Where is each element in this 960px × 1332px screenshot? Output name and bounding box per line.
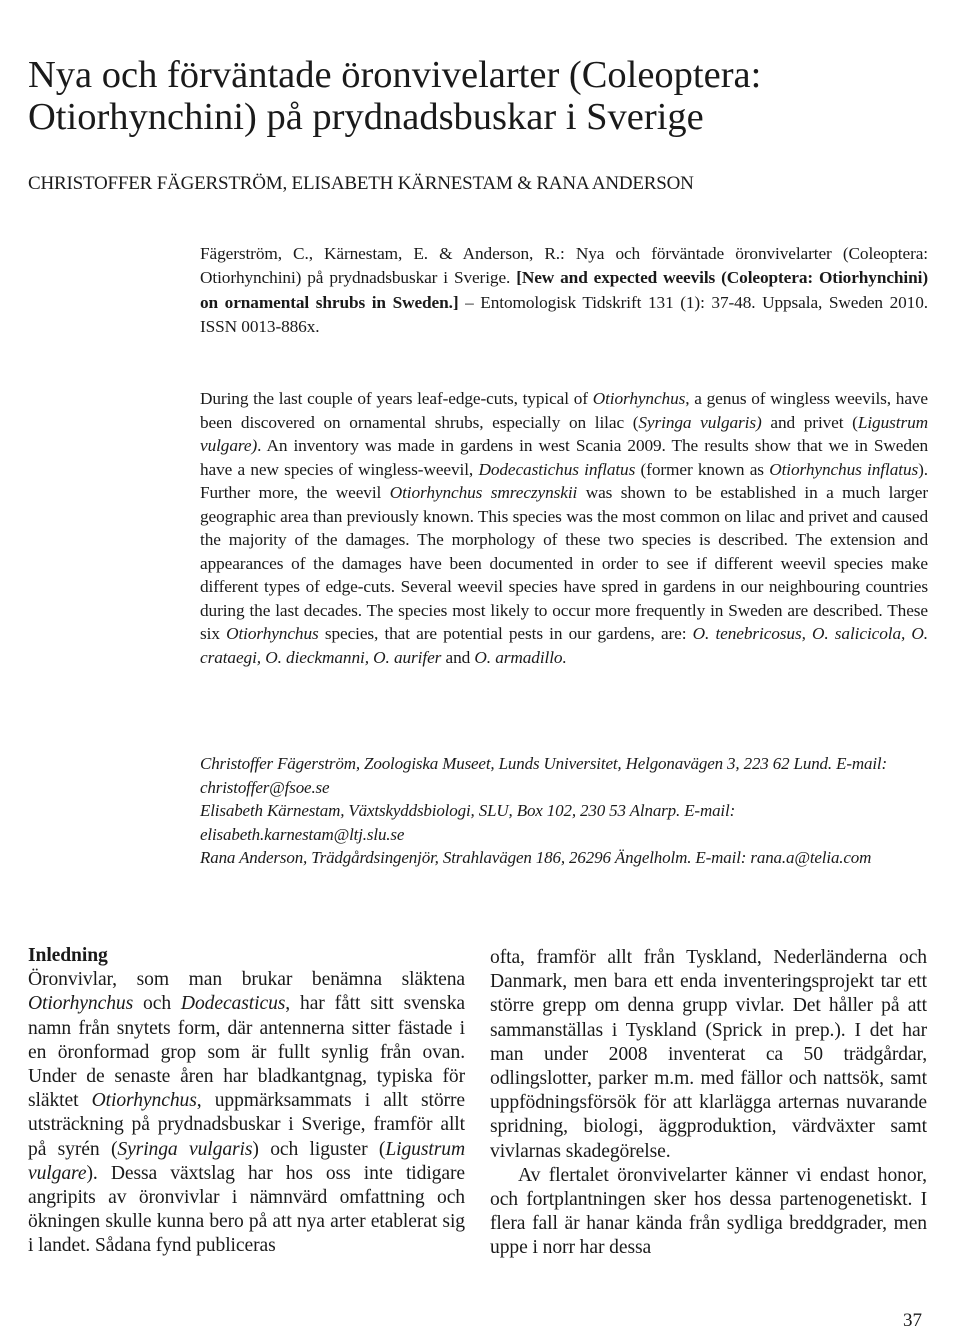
author-list: CHRISTOFFER FÄGERSTRÖM, ELISABETH KÄRNESTAM & RANA ANDERSON (28, 173, 694, 194)
abstract-italic: Otiorhynchus (226, 624, 319, 643)
abstract-italic: Otiorhynchus smreczynskii (389, 483, 578, 502)
body-italic: Dodecasticus (180, 993, 286, 1015)
author-addresses (200, 752, 928, 870)
abstract-italic: Otiorhynchus (592, 389, 686, 408)
body-column-right (490, 946, 927, 1261)
abstract-italic: O. tenebricosus, O. salicicola, O. crataegi, O. dieckmanni, O. aurifer (200, 624, 929, 667)
title-line: Nya och förväntade öronvivelarter (Coleoptera: (28, 54, 762, 96)
article-title (28, 54, 928, 138)
abstract-text: During the last couple of years leaf-edge-cuts, typical of (200, 389, 593, 408)
section-heading: Inledning (28, 945, 108, 966)
body-text: ). Dessa växtslag har hos oss inte tidigare angripits av öronvivlar i nämnvärd omfattning och ökningen skulle kunna bero på att nya arter etablerat sig i landet. Sådana fynd publiceras (28, 1162, 465, 1257)
title-line: Otiorhynchini) på prydnadsbuskar i Sverige (28, 96, 704, 138)
citation-english-title: [New and expected weevils (Coleoptera: Otiorhynchini) on ornamental shrubs in Sweden.] (200, 268, 928, 312)
citation-authors-title: Fägerström, C., Kärnestam, E. & Anderson, R.: Nya och förväntade öronvivelarter (Coleoptera: Otiorhynchini) på prydnadsbuskar i Sverige. (200, 244, 928, 288)
abstract-text: , a genus of wingless weevils, have been discovered on ornamental shrubs, especially on lilac ( (200, 389, 929, 432)
body-italic: Otiorhynchus (28, 993, 134, 1015)
abstract-text: was shown to be established in a much larger geographic area than previously known. This species was the most common on lilac and privet and caused the majority of the damages. The morphology of these two species is described. The extension and appearances of the damages have been documented in order to see if different weevil species make different types of edge-cuts. Several weevil species have spred in gardens in our neighbouring countries during the last decades. The species most likely to occur more frequently in Sweden are described. These six (200, 483, 928, 643)
citation-block (200, 242, 928, 339)
body-paragraph: Av flertalet öronvivelarter känner vi endast honor, och fortplantningen sker hos dessa partenogenetiskt. I flera fall är hanar kända från sydliga breddgrader, men uppe i norr har dessa (490, 1164, 927, 1259)
body-column-left (28, 944, 465, 1259)
abstract-italic: Dodecastichus inflatus (478, 459, 636, 479)
abstract-italic: Ligustrum vulgare) (200, 412, 928, 455)
body-text: och (133, 993, 181, 1015)
body-text: ) och liguster ( (252, 1138, 386, 1160)
abstract-italic: Otiorhynchus inflatus (769, 459, 919, 479)
abstract-italic: O. armadillo. (474, 647, 567, 667)
intro-paragraph (28, 944, 465, 1259)
address-line: Christoffer Fägerström, Zoologiska Museet, Lunds Universitet, Helgonavägen 3, 223 62 Lund. E-mail: christoffer@fsoe.se (200, 754, 887, 797)
abstract-text: and (441, 647, 475, 667)
page-number: 37 (903, 1310, 922, 1331)
body-italic: Syringa vulgaris (117, 1138, 253, 1160)
body-italic: Ligustrum vulgare (28, 1138, 465, 1184)
abstract-text: . An inventory was made in gardens in west Scania 2009. The results show that we in Sweden have a new species of wingless-weevil, (200, 436, 928, 479)
citation-source: – Entomologisk Tidskrift 131 (1): 37-48. Uppsala, Sweden 2010. ISSN 0013-886x. (200, 292, 928, 336)
abstract (200, 387, 928, 669)
body-text: , uppmärksammats i allt större utsträckning på prydnadsbuskar i Sverige, framför allt på syrén ( (28, 1090, 466, 1160)
address-line: Elisabeth Kärnestam, Växtskyddsbiologi, SLU, Box 102, 230 53 Alnarp. E-mail: elisabeth.karnestam@ltj.slu.se (200, 801, 736, 844)
body-italic: Otiorhynchus (91, 1090, 197, 1112)
abstract-text: and privet ( (761, 412, 858, 432)
address-line: Rana Anderson, Trädgårdsingenjör, Strahlavägen 186, 26296 Ängelholm. E-mail: rana.a@telia.com (200, 848, 872, 867)
body-text: Öronvivlar, som man brukar benämna släktena (28, 969, 465, 991)
abstract-text: ). Further more, the weevil (200, 459, 928, 502)
body-paragraph: ofta, framför allt från Tyskland, Nederländerna och Danmark, men bara ett enda inventeringsprojekt tar ett större grepp om denna grupp vivlar. Det håller på att sammanställas i Tyskland (Sprick in prep.). I det har man under 2008 inventerat ca 50 trädgårdar, odlingslotter, parker m.m. med fällor och nattsök, samt uppfödningsförsök för att klarlägga arternas nuvarande spridning, biologi, äggproduktion, värdväxter samt vivlarnas skadegörelse. (490, 947, 927, 1162)
abstract-text: species, that are potential pests in our gardens, are: (318, 624, 693, 643)
abstract-italic: Syringa vulgaris) (638, 412, 762, 432)
body-text: , har fått sitt svenska namn från snytets form, där antennerna sitter fästade i en öronformad grop som är fullt synlig från ovan. Under de senaste åren har bladkantgnag, typiska för släktet (28, 993, 466, 1112)
abstract-text: (former known as (635, 459, 770, 479)
